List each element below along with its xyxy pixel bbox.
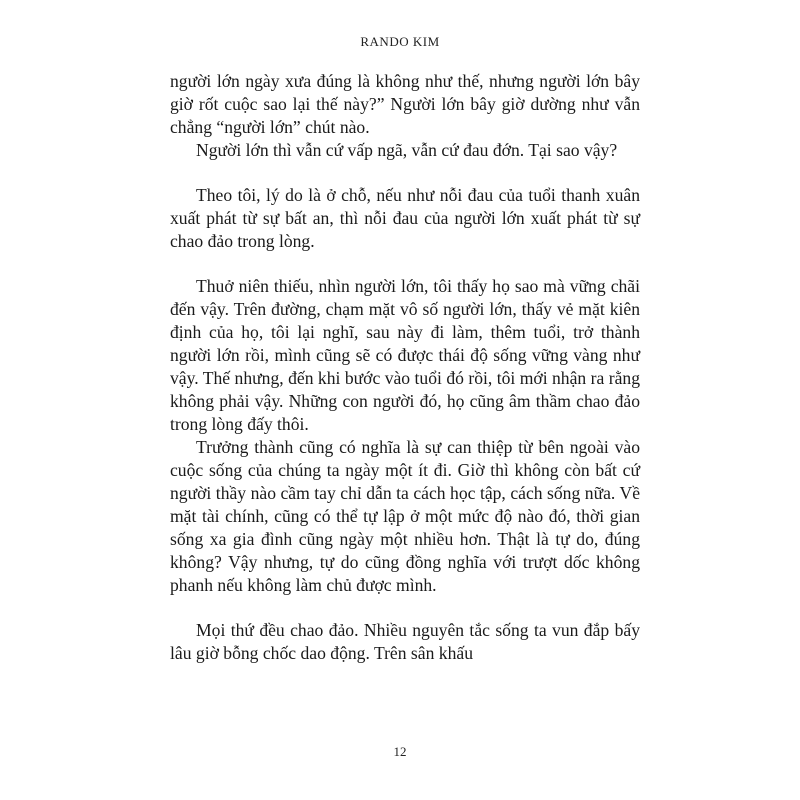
paragraph: Người lớn thì vẫn cứ vấp ngã, vẫn cứ đau đớn. Tại sao vậy? (196, 140, 618, 160)
running-header: RANDO KIM (360, 34, 440, 49)
paragraph: Theo tôi, lý do là ở chỗ, nếu như nỗi đau của tuổi thanh xuân xuất phát từ sự bất an, thì nỗi đau của người lớn xuất phát từ sự chao đảo trong lòng. (170, 185, 640, 251)
paragraph-continued: người lớn ngày xưa đúng là không như thế, nhưng người lớn bây giờ rốt cuộc sao lại thế này?” Người lớn bây giờ dường như vẫn chẳng “người lớn” chút nào. (170, 71, 640, 137)
paragraph: Thuở niên thiếu, nhìn người lớn, tôi thấy họ sao mà vững chãi đến vậy. Trên đường, chạm mặt vô số người lớn, thấy vẻ mặt kiên định của họ, tôi lại nghĩ, sau này đi làm, thêm tuổi, trở thành người lớn rồi, mình cũng sẽ có được thái độ sống vững vàng như vậy. Thế nhưng, đến khi bước vào tuổi đó rồi, tôi mới nhận ra rằng không phải vậy. Những con người đó, họ cũng âm thầm chao đảo trong lòng đấy thôi. (170, 276, 640, 434)
paragraph: Trưởng thành cũng có nghĩa là sự can thiệp từ bên ngoài vào cuộc sống của chúng ta ngày một ít đi. Giờ thì không còn bất cứ người thầy nào cầm tay chỉ dẫn ta cách học tập, cách sống nữa. Về mặt tài chính, cũng có thể tự lập ở một mức độ nào đó, thời gian sống xa gia đình cũng ngày một nhiều hơn. Thật là tự do, đúng không? Vậy nhưng, tự do cũng đồng nghĩa với trượt dốc không phanh nếu không làm chủ được mình. (170, 437, 640, 595)
body-text (170, 70, 640, 665)
paragraph: Mọi thứ đều chao đảo. Nhiều nguyên tắc sống ta vun đắp bấy lâu giờ bỗng chốc dao động. Trên sân khấu (170, 620, 640, 663)
page-number: 12 (393, 744, 407, 759)
